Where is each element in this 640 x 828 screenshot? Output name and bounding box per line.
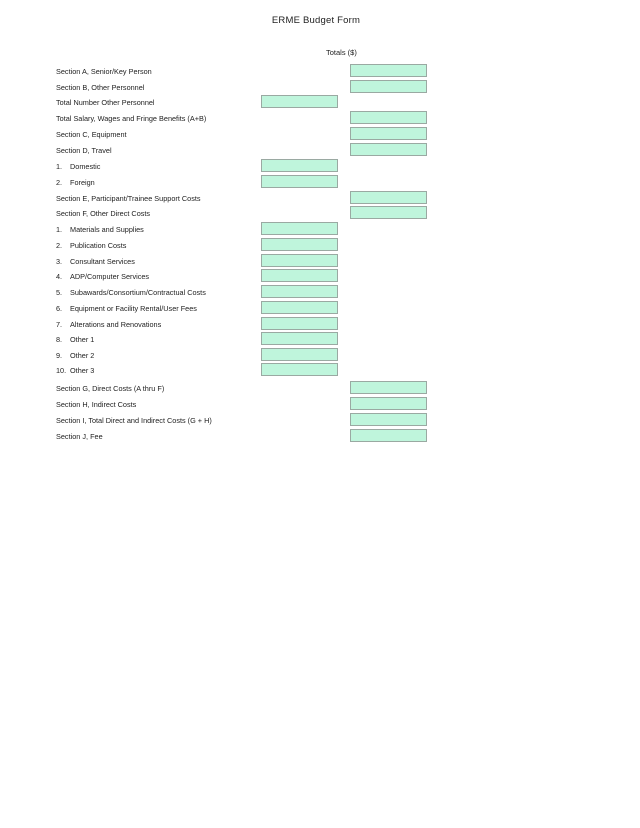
item-number: 2.: [56, 178, 63, 187]
row-label: Consultant Services: [70, 257, 135, 266]
budget-row: [0, 95, 640, 110]
budget-row: [0, 127, 640, 142]
budget-row: [0, 206, 640, 221]
budget-row: [0, 175, 640, 190]
row-label: Section C, Equipment: [56, 130, 127, 139]
row-label: Section F, Other Direct Costs: [56, 209, 151, 218]
item-number: 9.: [56, 351, 63, 360]
budget-row: [0, 363, 640, 378]
amount-input[interactable]: [261, 254, 338, 267]
row-label: Section G, Direct Costs (A thru F): [56, 384, 165, 393]
total-input[interactable]: [350, 397, 427, 410]
item-number: 6.: [56, 304, 63, 313]
budget-row: [0, 397, 640, 412]
item-number: 1.: [56, 225, 63, 234]
amount-input[interactable]: [261, 159, 338, 172]
item-number: 4.: [56, 272, 63, 281]
row-label: Equipment or Facility Rental/User Fees: [70, 304, 197, 313]
row-label: Section B, Other Personnel: [56, 83, 145, 92]
amount-input[interactable]: [261, 269, 338, 282]
row-label: Section H, Indirect Costs: [56, 400, 137, 409]
row-label: Domestic: [70, 162, 101, 171]
row-label: Subawards/Consortium/Contractual Costs: [70, 288, 206, 297]
item-number: 10.: [56, 366, 67, 375]
total-input[interactable]: [350, 64, 427, 77]
amount-input[interactable]: [261, 95, 338, 108]
total-input[interactable]: [350, 381, 427, 394]
amount-input[interactable]: [261, 332, 338, 345]
row-label: Alterations and Renovations: [70, 320, 162, 329]
row-label: ADP/Computer Services: [70, 272, 150, 281]
budget-row: [0, 285, 640, 300]
budget-row: [0, 159, 640, 174]
form-title: ERME Budget Form: [271, 15, 361, 26]
row-label: Section A, Senior/Key Person: [56, 67, 152, 76]
row-label: Publication Costs: [70, 241, 127, 250]
budget-row: [0, 348, 640, 363]
row-label: Total Salary, Wages and Fringe Benefits (A+B): [56, 114, 207, 123]
budget-row: [0, 332, 640, 347]
budget-row: [0, 64, 640, 79]
row-label: Foreign: [70, 178, 95, 187]
item-number: 5.: [56, 288, 63, 297]
item-number: 3.: [56, 257, 63, 266]
row-label: Other 2: [70, 351, 95, 360]
amount-input[interactable]: [261, 363, 338, 376]
row-label: Materials and Supplies: [70, 225, 144, 234]
row-label: Other 3: [70, 366, 95, 375]
budget-row: [0, 301, 640, 316]
row-label: Section J, Fee: [56, 432, 103, 441]
total-input[interactable]: [350, 80, 427, 93]
budget-row: [0, 413, 640, 428]
budget-row: [0, 254, 640, 269]
amount-input[interactable]: [261, 301, 338, 314]
total-input[interactable]: [350, 206, 427, 219]
item-number: 8.: [56, 335, 63, 344]
row-label: Total Number Other Personnel: [56, 98, 155, 107]
row-label: Section E, Participant/Trainee Support Costs: [56, 194, 201, 203]
amount-input[interactable]: [261, 238, 338, 251]
budget-row: [0, 191, 640, 206]
amount-input[interactable]: [261, 348, 338, 361]
row-label: Section D, Travel: [56, 146, 112, 155]
amount-input[interactable]: [261, 317, 338, 330]
budget-row: [0, 381, 640, 396]
total-input[interactable]: [350, 143, 427, 156]
total-input[interactable]: [350, 413, 427, 426]
amount-input[interactable]: [261, 175, 338, 188]
row-label: Section I, Total Direct and Indirect Costs (G + H): [56, 416, 212, 425]
amount-input[interactable]: [261, 285, 338, 298]
total-input[interactable]: [350, 127, 427, 140]
total-input[interactable]: [350, 111, 427, 124]
budget-row: [0, 222, 640, 237]
totals-column-header: Totals ($): [326, 48, 357, 57]
item-number: 7.: [56, 320, 63, 329]
item-number: 2.: [56, 241, 63, 250]
budget-row: [0, 429, 640, 444]
budget-row: [0, 111, 640, 126]
total-input[interactable]: [350, 429, 427, 442]
total-input[interactable]: [350, 191, 427, 204]
budget-row: [0, 317, 640, 332]
amount-input[interactable]: [261, 222, 338, 235]
budget-row: [0, 269, 640, 284]
row-label: Other 1: [70, 335, 95, 344]
budget-row: [0, 80, 640, 95]
budget-row: [0, 143, 640, 158]
budget-row: [0, 238, 640, 253]
item-number: 1.: [56, 162, 63, 171]
